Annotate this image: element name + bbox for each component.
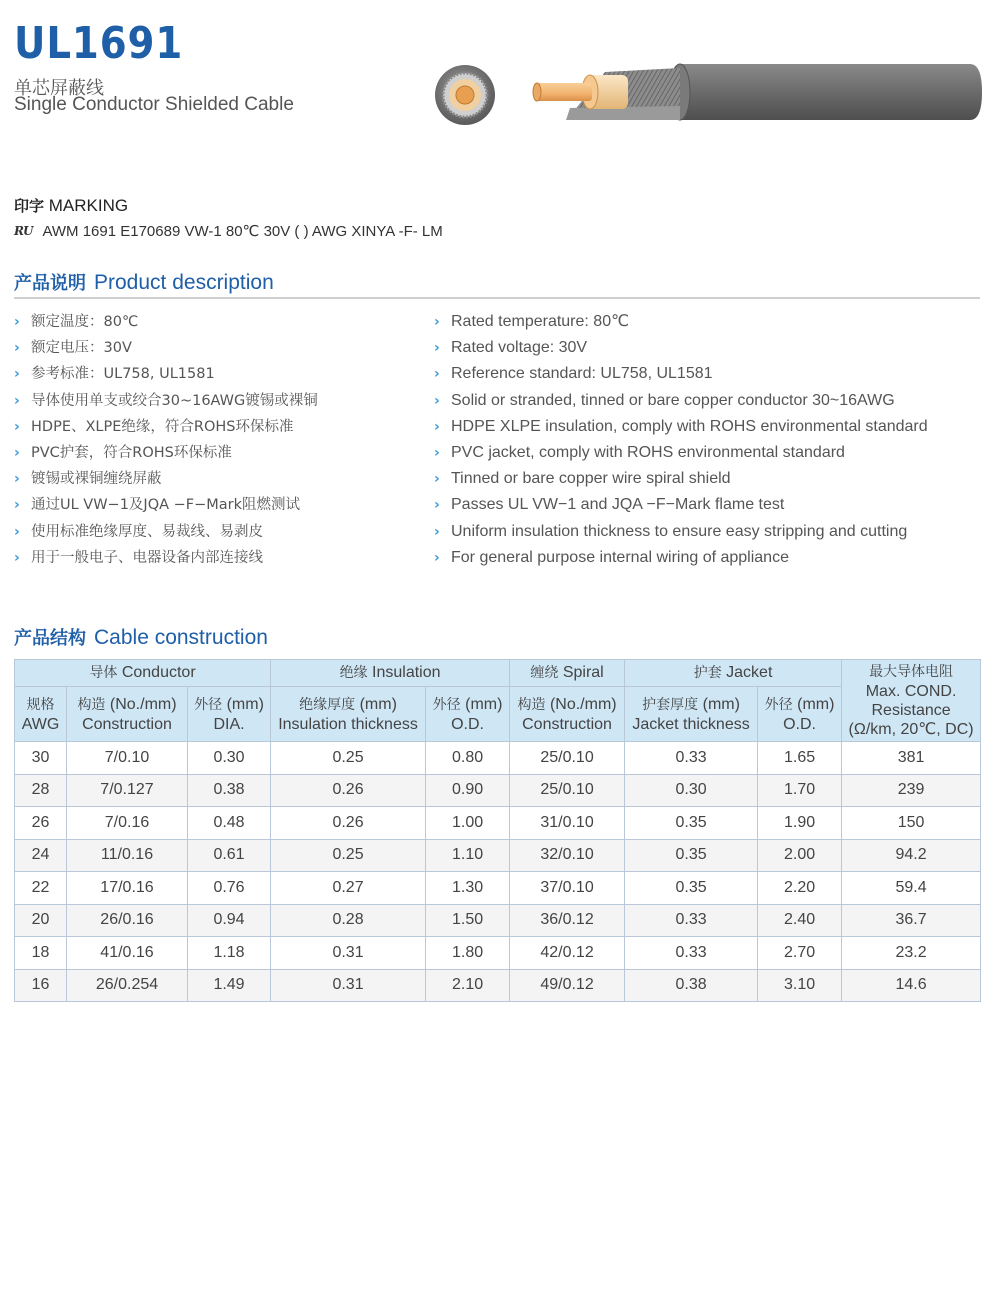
conductor-end <box>533 83 541 101</box>
description-list-chinese <box>14 309 318 571</box>
group-header-conductor: 导体 Conductor <box>15 660 271 687</box>
chevron-right-icon: › <box>434 392 440 409</box>
chevron-right-icon: › <box>14 314 20 330</box>
column-header-awg: 规格 AWG <box>15 687 67 742</box>
group-header-spiral: 缠绕 Spiral <box>510 660 625 687</box>
product-description-title-en: Product description <box>94 271 274 294</box>
marking-label-en: MARKING <box>48 196 129 215</box>
chevron-right-icon: › <box>14 523 20 540</box>
chevron-right-icon: › <box>434 523 440 540</box>
chevron-right-icon: › <box>14 497 20 514</box>
table-row: 24 11/0.16 0.61 0.25 1.10 32/0.10 0.35 2.00 94.2 <box>15 839 981 872</box>
list-item: › 导体使用单支或绞合30~16AWG镀锡或裸铜 <box>14 388 318 414</box>
chevron-right-icon: › <box>434 497 440 514</box>
group-header-jacket: 护套 Jacket <box>625 660 842 687</box>
marking-heading <box>14 195 128 216</box>
cable-construction-title <box>14 624 268 650</box>
list-item: › PVC护套，符合ROHS环保标准 <box>14 440 318 466</box>
chevron-right-icon: › <box>14 392 20 409</box>
marking-text: AWM 1691 E170689 VW-1 80℃ 30V ( ) AWG XINYA -F- LM <box>42 223 443 240</box>
description-list-english <box>434 309 928 571</box>
column-header-insulation-thickness: 绝缘厚度 (mm) Insulation thickness <box>271 687 426 742</box>
group-header-insulation: 绝缘 Insulation <box>271 660 510 687</box>
column-header-spiral-construction: 构造 (No./mm) Construction <box>510 687 625 742</box>
conductor-wire <box>536 83 592 101</box>
chevron-right-icon: › <box>14 340 20 357</box>
chevron-right-icon: › <box>14 444 20 461</box>
ul-logo-icon: RU <box>14 224 33 238</box>
list-item: › Tinned or bare copper wire spiral shield <box>434 466 928 492</box>
jacket-body <box>670 64 982 120</box>
list-item: › HDPE XLPE insulation, comply with ROHS environmental standard <box>434 414 928 440</box>
list-item: › For general purpose internal wiring of appliance <box>434 545 928 571</box>
list-item: › 通过UL VW−1及JQA −F−Mark阻燃测试 <box>14 492 318 518</box>
table-row: 30 7/0.10 0.30 0.25 0.80 25/0.10 0.33 1.65 381 <box>15 742 981 775</box>
table-row: 16 26/0.254 1.49 0.31 2.10 49/0.12 0.38 3.10 14.6 <box>15 969 981 1002</box>
chevron-right-icon: › <box>14 471 20 488</box>
table-row: 18 41/0.16 1.18 0.31 1.80 42/0.12 0.33 2.70 23.2 <box>15 937 981 970</box>
marking-label-cn: 印字 <box>14 197 45 215</box>
section-divider <box>14 297 980 299</box>
table-row: 22 17/0.16 0.76 0.27 1.30 37/0.10 0.35 2.20 59.4 <box>15 872 981 905</box>
table-row: 28 7/0.127 0.38 0.26 0.90 25/0.10 0.30 1.70 239 <box>15 774 981 807</box>
column-header-insulation-od: 外径 (mm) O.D. <box>426 687 510 742</box>
product-description-title-cn: 产品说明 <box>14 273 86 294</box>
chevron-right-icon: › <box>434 366 440 383</box>
list-item: › 额定电压：30V <box>14 335 318 361</box>
cable-cross-section-image <box>434 64 496 126</box>
list-item: › HDPE、XLPE绝缘，符合ROHS环保标准 <box>14 414 318 440</box>
subtitle-chinese: 单芯屏蔽线 <box>14 78 104 99</box>
chevron-right-icon: › <box>434 418 440 435</box>
column-header-jacket-od: 外径 (mm) O.D. <box>758 687 842 742</box>
list-item: › Uniform insulation thickness to ensure easy stripping and cutting <box>434 519 928 545</box>
list-item: › 使用标准绝缘厚度、易裁线、易剥皮 <box>14 519 318 545</box>
subtitle-english: Single Conductor Shielded Cable <box>14 94 294 115</box>
column-header-resistance: 最大导体电阻 Max. COND. Resistance (Ω/km, 20℃, DC) <box>842 660 981 742</box>
column-header-conductor-construction: 构造 (No./mm) Construction <box>67 687 188 742</box>
column-header-jacket-thickness: 护套厚度 (mm) Jacket thickness <box>625 687 758 742</box>
list-item: › 镀锡或裸铜缠绕屏蔽 <box>14 466 318 492</box>
column-header-conductor-dia: 外径 (mm) DIA. <box>188 687 271 742</box>
table-row: 20 26/0.16 0.94 0.28 1.50 36/0.12 0.33 2.40 36.7 <box>15 904 981 937</box>
list-item: › Passes UL VW−1 and JQA −F−Mark flame test <box>434 492 928 518</box>
marking-text-line <box>14 222 443 240</box>
cable-side-view-image <box>530 58 984 128</box>
list-item: › 参考标准：UL758, UL1581 <box>14 361 318 387</box>
chevron-right-icon: › <box>14 366 20 383</box>
chevron-right-icon: › <box>434 340 440 357</box>
list-item: › 用于一般电子、电器设备内部连接线 <box>14 545 318 571</box>
cable-construction-title-en: Cable construction <box>94 626 268 649</box>
conductor-core <box>456 86 474 104</box>
list-item: › PVC jacket, comply with ROHS environmental standard <box>434 440 928 466</box>
product-title: UL1691 <box>14 18 184 69</box>
list-item: › 额定温度：80℃ <box>14 309 318 335</box>
chevron-right-icon: › <box>14 549 20 566</box>
list-item: › Rated voltage: 30V <box>434 335 928 361</box>
chevron-right-icon: › <box>14 418 20 435</box>
chevron-right-icon: › <box>434 314 440 330</box>
table-row: 26 7/0.16 0.48 0.26 1.00 31/0.10 0.35 1.90 150 <box>15 807 981 840</box>
chevron-right-icon: › <box>434 549 440 566</box>
chevron-right-icon: › <box>434 471 440 488</box>
chevron-right-icon: › <box>434 444 440 461</box>
list-item: › Rated temperature: 80℃ <box>434 309 928 335</box>
list-item: › Reference standard: UL758, UL1581 <box>434 361 928 387</box>
list-item: › Solid or stranded, tinned or bare copper conductor 30~16AWG <box>434 388 928 414</box>
construction-table <box>14 659 981 1002</box>
cable-construction-title-cn: 产品结构 <box>14 628 86 649</box>
product-description-title <box>14 269 274 295</box>
